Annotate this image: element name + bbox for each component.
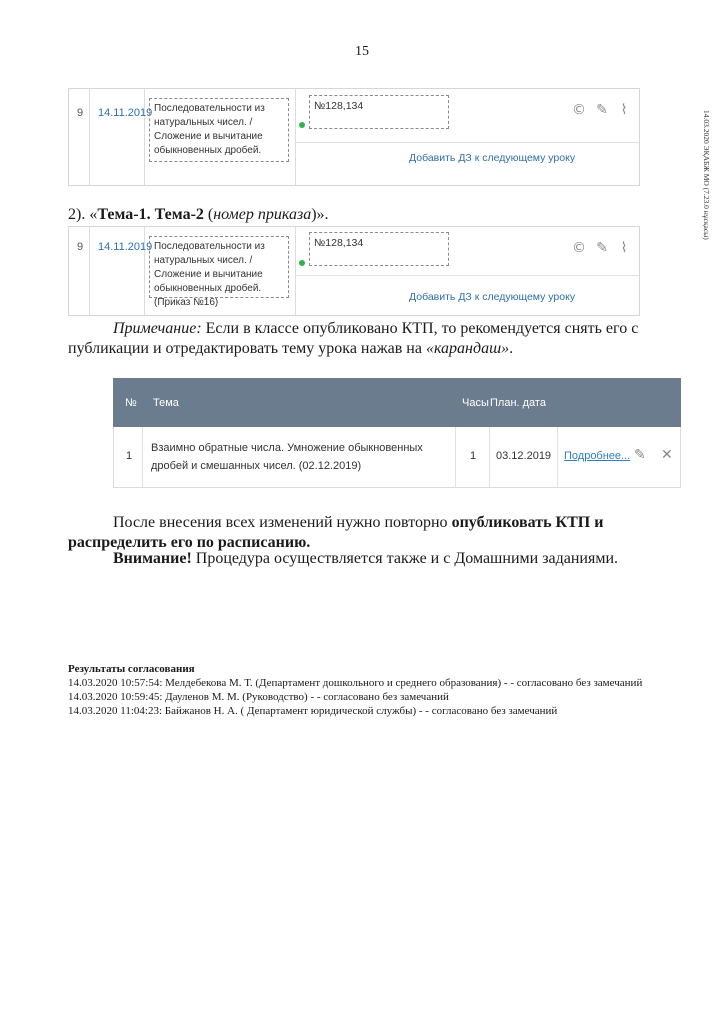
edit-pencil-icon[interactable]: ✎ xyxy=(634,446,646,462)
homework-field[interactable]: №128,134 xyxy=(309,95,449,129)
header-plan-date: План. дата xyxy=(490,397,546,409)
add-homework-link[interactable]: Добавить ДЗ к следующему уроку xyxy=(409,152,576,164)
row-hours: 1 xyxy=(470,450,477,462)
pencil-icon[interactable]: ✎ xyxy=(596,102,608,118)
lesson-topic-field[interactable]: Последовательности из натуральных чисел. / Сложение и вычитание обыкновенных дробей. (Приказ №16) xyxy=(149,236,289,298)
result-line: 14.03.2020 10:59:45: Дауленов М. М. (Руководство) - - согласовано без замечаний xyxy=(68,691,449,703)
row-topic: Взаимно обратные числа. Умножение обыкновенных дробей и смешанных чисел. (02.12.2019) xyxy=(151,442,423,472)
attention-paragraph: Внимание! Процедура осуществляется также и с Домашними заданиями. xyxy=(113,550,619,567)
lesson-row-1 xyxy=(68,88,640,186)
after-paragraph: После внесения всех изменений нужно повторно опубликовать КТП и распределить его по расписанию. xyxy=(68,514,604,551)
pencil-icon[interactable]: ✎ xyxy=(596,240,608,256)
ktp-table xyxy=(113,378,681,488)
row-num: 1 xyxy=(126,450,133,462)
side-stamp: 14.03.2020 ЭҚАБЖ МО (7.23.0 нұсқасы) xyxy=(702,110,711,240)
header-hours: Часы xyxy=(462,397,489,409)
lesson-date[interactable]: 14.11.2019 xyxy=(98,241,153,253)
note-paragraph: Примечание: Если в классе опубликовано КТП, то рекомендуется снять его с публикации и отредактировать тему урока нажав на «карандаш». xyxy=(68,320,639,357)
lesson-row-2 xyxy=(68,226,640,316)
page-number: 15 xyxy=(355,44,369,59)
paperclip-icon[interactable]: ⌇ xyxy=(620,102,628,118)
copyright-icon[interactable]: © xyxy=(572,240,586,256)
lesson-number: 9 xyxy=(77,107,84,119)
delete-icon[interactable]: ✕ xyxy=(661,446,673,462)
lesson-number: 9 xyxy=(77,241,84,253)
table-row xyxy=(113,427,681,488)
header-num: № xyxy=(125,397,137,409)
add-homework-link[interactable]: Добавить ДЗ к следующему уроку xyxy=(409,291,576,303)
table-header xyxy=(113,378,681,427)
heading-2: 2). «Тема-1. Тема-2 (номер приказа)». xyxy=(68,206,329,223)
result-line: 14.03.2020 10:57:54: Мелдебекова М. Т. (Департамент дошкольного и среднего образования) - - согласовано без замечаний xyxy=(68,677,643,689)
details-link[interactable]: Подробнее... xyxy=(564,450,631,462)
status-dot xyxy=(299,260,305,266)
results-title: Результаты согласования xyxy=(68,663,195,675)
status-dot xyxy=(299,122,305,128)
result-line: 14.03.2020 11:04:23: Байжанов Н. А. ( Департамент юридической службы) - - согласовано без замечаний xyxy=(68,705,558,717)
header-topic: Тема xyxy=(153,397,179,409)
homework-field[interactable]: №128,134 xyxy=(309,232,449,266)
copyright-icon[interactable]: © xyxy=(572,102,586,118)
approval-results xyxy=(68,662,668,718)
lesson-topic-field[interactable]: Последовательности из натуральных чисел. / Сложение и вычитание обыкновенных дробей. xyxy=(149,98,289,162)
lesson-date[interactable]: 14.11.2019 xyxy=(98,107,153,119)
row-date: 03.12.2019 xyxy=(496,450,552,462)
paperclip-icon[interactable]: ⌇ xyxy=(620,240,628,256)
